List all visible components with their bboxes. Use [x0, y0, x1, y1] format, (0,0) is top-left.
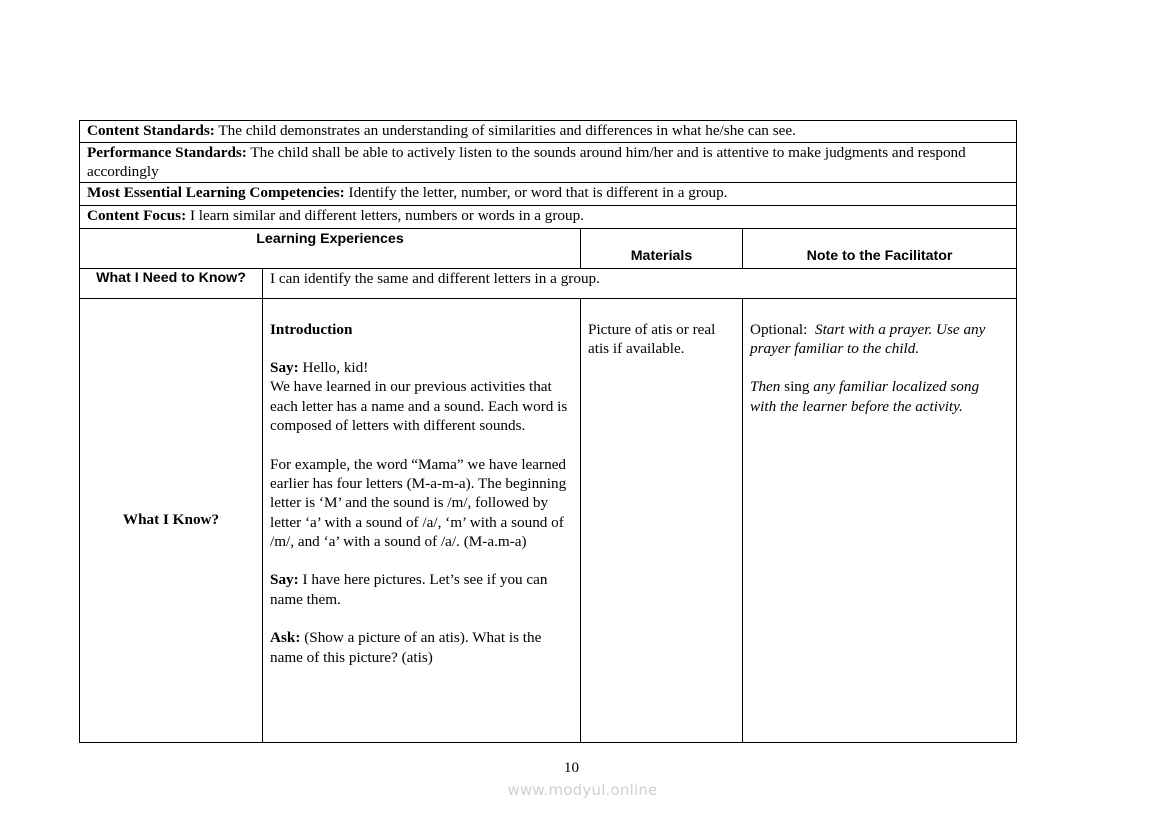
melc-row: [80, 182, 1017, 205]
performance-standards-label: Performance Standards:: [87, 144, 247, 161]
intro-paragraph: We have learned in our previous activities that each letter has a name and a sound. Each word is composed of letters with different sounds.: [270, 378, 568, 435]
header-materials: Materials: [581, 228, 743, 268]
say-hello: [270, 358, 573, 377]
content-focus-text: I learn similar and different letters, numbers or words in a group.: [186, 206, 584, 224]
content-standards-label: Content Standards:: [87, 122, 215, 139]
song-note-rest: any familiar localized song with the learner before the activity.: [750, 378, 980, 415]
content-standards-text: The child demonstrates an understanding of similarities and differences in what he/she can see.: [214, 122, 796, 139]
content-focus-label: Content Focus:: [87, 206, 187, 224]
say-label: Say:: [270, 359, 299, 377]
content-focus-row: [80, 205, 1017, 228]
song-note-then: Then: [750, 378, 785, 396]
content-standards-row: [80, 121, 1017, 143]
need-to-know-label: What I Need to Know?: [80, 268, 263, 298]
need-to-know-row: [80, 268, 1017, 298]
what-i-know-row: [80, 298, 1017, 742]
content-focus-cell: [80, 205, 1017, 228]
content-standards-cell: [80, 121, 1017, 143]
optional-text: Start with a prayer. Use any prayer familiar to the child.: [750, 320, 986, 357]
header-note-to-facilitator: Note to the Facilitator: [743, 228, 1017, 268]
say-pictures: [270, 570, 573, 609]
materials-content: Picture of atis or real atis if available.: [581, 298, 743, 742]
example-paragraph: For example, the word “Mama” we have learned earlier has four letters (M-a-m-a). The beginning letter is ‘M’ and the sound is /m/, followed by letter ‘a’ with a sound of /a/, ‘m’ with a sound of /m/, and ‘a’ with a sound of /a/. (M-a.m-a): [270, 455, 567, 550]
performance-standards-row: [80, 143, 1017, 183]
what-i-know-content: [263, 298, 581, 742]
melc-label: Most Essential Learning Competencies:: [87, 183, 345, 201]
ask-label: Ask:: [270, 629, 301, 647]
lesson-plan-table: [79, 120, 1017, 743]
performance-standards-text: The child shall be able to actively listen to the sounds around him/her and is attentive to make judgments and respond accordingly: [87, 144, 966, 181]
introduction-title: Introduction: [270, 320, 353, 338]
watermark: www.modyul.online: [507, 781, 658, 799]
song-note-sing: sing: [784, 378, 810, 396]
melc-text: Identify the letter, number, or word that is different in a group.: [344, 183, 728, 201]
facilitator-note-content: [743, 298, 1017, 742]
header-learning-experiences: Learning Experiences: [80, 228, 581, 268]
melc-cell: [80, 182, 1017, 205]
page-number: 10: [563, 759, 580, 776]
need-to-know-text: I can identify the same and different letters in a group.: [263, 268, 1017, 298]
ask-question: [270, 628, 573, 667]
say-label: Say:: [270, 571, 299, 589]
say-text: I have here pictures. Let’s see if you can name them.: [270, 571, 548, 608]
say-text: Hello, kid!: [298, 359, 369, 377]
song-note: [750, 377, 1009, 416]
performance-standards-cell: [80, 143, 1017, 183]
optional-label: Optional:: [750, 320, 815, 338]
column-header-row: [80, 228, 1017, 268]
optional-note: [750, 320, 1009, 359]
ask-text: (Show a picture of an atis). What is the name of this picture? (atis): [270, 629, 542, 666]
what-i-know-label: What I Know?: [80, 298, 263, 742]
